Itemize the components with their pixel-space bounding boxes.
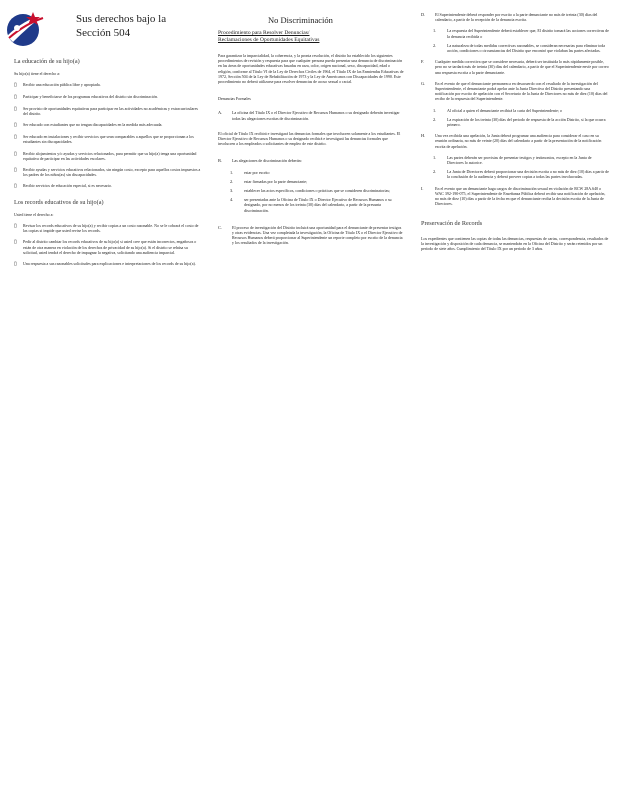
item-number: 1. xyxy=(433,107,437,113)
bullet-icon: ▯ xyxy=(14,94,17,100)
procedure-heading xyxy=(218,30,404,44)
clause-letter: C. xyxy=(218,224,222,230)
records-right-item xyxy=(14,239,202,255)
clause-letter: D. xyxy=(421,12,426,17)
education-right-item xyxy=(14,151,202,161)
clause-letter: I. xyxy=(421,185,424,191)
clause-h-item-text: La Junta de Directores deberá proporcionar una decisión escrita a no más de diez (10) días a partir de la conclusión de la audiencia y deberá proveer copias a todas las partes involucradas. xyxy=(447,169,609,180)
bullet-icon: ▯ xyxy=(14,167,17,173)
bullet-icon: ▯ xyxy=(14,262,17,268)
clause-d-list xyxy=(421,28,609,53)
education-rights-list xyxy=(14,82,202,190)
clause-b-item xyxy=(230,188,404,193)
records-right-item-text: Pedir al distrito cambiar los records educativos de su hijo(a) si usted cree que están incorrectos, engañosos o están de otra manera en violación de los derechos de privacidad de su hijo(a). Si el distrito se rehúsa su solicitud, usted tendrá el derecho de impugnar la negativa, solicitando una audiencia imparcial. xyxy=(23,239,197,255)
clause-f-text: Cualquier medida correctiva que se considere necesaria, deberá ser instituida lo más rápidamente posible, pero no se tardará más de treinta (30) días del calendario, a partir de que el Superintendente envíe por correo una respuesta escrita a la parte denunciante. xyxy=(435,59,609,75)
education-right-item xyxy=(14,167,202,177)
clause-d-item xyxy=(433,28,609,38)
clause-g-item xyxy=(433,108,609,113)
education-right-item xyxy=(14,134,202,144)
formal-complaints-heading: Denuncias Formales xyxy=(218,96,251,102)
clause-d-item xyxy=(433,43,609,53)
title-line-1: Sus derechos bajo la xyxy=(76,13,167,25)
clause-h xyxy=(421,133,609,149)
education-right-item-text: Ser educado en instalaciones y recibir servicios que sean comparables a aquellos que se proporcionan a los estudiantes sin discapacidades. xyxy=(23,134,194,145)
item-number: 2. xyxy=(230,178,234,184)
education-right-item-text: Ser provisto de oportunidades equitativas para participar en las actividades no académicas y extracurriculares del distrito. xyxy=(23,105,198,116)
clause-b-item-text: estar por escrito xyxy=(244,169,270,175)
clause-b-item-text: ser presentadas ante la Oficina de Título IX o Director Ejecutivo de Recursos Humanos o su designado, por no menos de los treinta (30) días del calendario, a partir de la presunta discriminación. xyxy=(244,197,392,213)
clause-g-item-text: La expiración de los treinta (30) días del periodo de respuesta de la acción Distrito, si la que ocurra primero. xyxy=(447,116,606,128)
clause-b-item xyxy=(230,179,404,184)
item-number: 3. xyxy=(230,188,234,194)
bullet-icon: ▯ xyxy=(14,123,17,129)
education-right-item-text: Ser educado con estudiantes que no tengan discapacidades en la medida más adecuada. xyxy=(23,122,163,128)
procedure-heading-line-1: Procedimiento para Resolver Denuncias/ xyxy=(218,30,310,36)
clause-h-item xyxy=(433,155,609,165)
records-preservation-heading: Preservación de Records xyxy=(421,220,483,228)
clause-b-item xyxy=(230,197,404,213)
clause-letter: A. xyxy=(218,110,223,116)
item-number: 1. xyxy=(433,154,437,160)
clause-a-text: La oficina del Título IX o el Director Ejecutivo de Recursos Humanos o su designado deberán investigar todas las alegaciones escritas de discriminación. xyxy=(232,110,400,121)
bullet-icon: ▯ xyxy=(14,151,17,157)
records-right-item-text: Una respuesta a sus razonables solicitudes para explicaciones e interpretaciones de los records de su hijo(a). xyxy=(23,261,196,267)
clause-b-item-text: establecer las actos específicos, condiciones o prácticas que se consideren discriminatorias; xyxy=(244,188,391,194)
records-right-item xyxy=(14,223,202,233)
clause-g xyxy=(421,81,609,102)
clause-letter: B. xyxy=(218,158,222,164)
clause-h-item-text: Las partes deberán ser provistas de presentar testigos y testimonios, excepto en la Junta de Directores lo autorice. xyxy=(447,154,592,166)
clause-d-item-text: La respuesta del Superintendente deberá establecer que, El distrito tomará las acciones correctivas de la denuncia recibida o xyxy=(447,28,609,39)
education-right-item-text: Recibir una educación pública libre y apropiada. xyxy=(23,81,101,87)
clause-h-list xyxy=(421,155,609,180)
clause-b-item xyxy=(230,170,404,175)
page-title xyxy=(76,12,166,40)
clause-h-text: Una vez recibida una apelación, la Junta deberá programar una audiencia para considerar el caso en su reunión ordinaria, no más de veinte (20) días del calendario a partir de la presentación de la notificación escrita de apelación. xyxy=(435,133,602,149)
item-number: 1. xyxy=(230,169,234,175)
item-number: 2. xyxy=(433,42,437,48)
clause-letter: G. xyxy=(421,80,426,86)
clause-c-text: El proceso de investigación del Distrito incluirá una oportunidad para el denunciante de presentar testigos y otras evidencias. Una vez completada la investigación, la Oficina de Título IX o el Director Ejecutivo de Recursos Humanos deberá proporcionar al Superintendente un reporte completo por escrito de la denuncia y los resultados de la investigación. xyxy=(232,224,403,246)
education-right-item-text: Participar y beneficiarse de los programas educativos del distrito sin discriminación. xyxy=(23,93,158,99)
bullet-icon: ▯ xyxy=(14,82,17,88)
clause-a-para2: El oficial de Título IX recibirá e investigará las denuncias formales que involucren solamente a los estudiantes. El Director Ejecutivo de Recursos Humanos o su designado recibirá e investigará las denuncias formales que involucren a los empleados o solicitantes de empleo de este distrito. xyxy=(218,130,401,147)
clause-b-list xyxy=(218,170,404,213)
title-line-2: Sección 504 xyxy=(76,27,131,39)
education-intro: Su hijo(a) tiene el derecho a: xyxy=(14,70,61,76)
education-right-item xyxy=(14,94,202,100)
records-intro: Usted tiene el derecho a: xyxy=(14,211,54,217)
education-right-item xyxy=(14,82,202,88)
education-right-item xyxy=(14,122,202,128)
bullet-icon: ▯ xyxy=(14,135,17,141)
clause-letter: F. xyxy=(421,59,425,65)
education-heading: La educación de su hijo(a) xyxy=(14,58,80,65)
district-logo-icon xyxy=(3,8,47,48)
item-number: 1. xyxy=(433,28,437,34)
clause-b-item-text: estar firmadas por la parte denunciante; xyxy=(244,178,308,184)
bullet-icon: ▯ xyxy=(14,240,17,246)
clause-g-text: En el evento de que el denunciante permanezca en desacuerdo con el resultado de la investigación del Superintendente, el denunciante podrá apelar ante la Junta Directiva del Distrito presentando una notificación por escrito de apelación con el Secretario de la Junta de Directores no más de diez (10) días del recibo de la respuesta del Superintendente. xyxy=(435,80,608,102)
clause-i-text: En el evento que un denunciante haga cargos de discriminación sexual en violación de RCW 28A.640 o WAC 392-190-075, el Superintendente de Enseñanza Pública deberá recibir una notificación de apelación, no más de diez (10) días a partir de la fecha en que el denunciante reciba la decisión escrita de la Junta de Directores. xyxy=(435,185,606,207)
clause-b-text: Las alegaciones de discriminación deberán: xyxy=(232,158,302,164)
clause-c xyxy=(218,225,404,246)
clause-g-list xyxy=(421,108,609,128)
clause-d-text: El Superintendente deberá responder por escrito a la parte denunciante no más de treinta (30) días del calendario, a partir de la recepción de la denuncia escrita. xyxy=(435,12,598,23)
education-right-item xyxy=(14,106,202,116)
bullet-icon: ▯ xyxy=(14,106,17,112)
records-right-item xyxy=(14,261,202,267)
clause-g-item xyxy=(433,117,609,127)
records-preservation-text: Los expedientes que contienen las copias de todas las denuncias, respuestas de cartas, correspondencia, resultados de la investigación y disposición de cada denuncia, se mantendrán en la Oficina del Distrito y serán retenidos por un período de siete años. Cumplimiento del Título IX por un período de 3 años. xyxy=(421,235,609,252)
education-right-item-text: Recibir ayudas y servicios educativos relacionados, sin ningún costo, excepto para aquellos costos impuestos a los padres de los niños(as) sin discapacidades. xyxy=(23,166,201,178)
education-right-item-text: Recibir alojamientos y/o ayudas y servicios relacionados, para permitir que su hijo(a) tenga una oportunidad equitativa de participar en las actividades escolares. xyxy=(23,150,197,161)
records-rights-list xyxy=(14,223,202,267)
item-number: 2. xyxy=(433,116,437,122)
bullet-icon: ▯ xyxy=(14,184,17,190)
clause-d xyxy=(421,12,609,22)
clause-letter: H. xyxy=(421,133,426,139)
clause-d-item-text: La naturaleza de todas medidas correctivas razonables, se consideran necesarias para eliminar toda acción, condiciones o circunstancias del Distrito que encontró que violaban las partes afectadas. xyxy=(447,42,606,54)
clause-b xyxy=(218,158,404,163)
clause-h-item xyxy=(433,169,609,179)
procedure-heading-line-2: Reclamaciones de Oportunidades Equitativas xyxy=(218,37,320,43)
records-heading: Los records educativos de su hijo(a) xyxy=(14,199,104,207)
procedure-intro: Para garantizar la imparcialidad, la coherencia, y la pronta resolución, el distrito ha establecido los siguientes procedimientos de revisión y respuesta para que cualquier persona pueda presentar una denuncia de discriminación en las áreas de oportunidades educativas basadas en raza, color, origen nacional, sexo, discapacidad, edad o religión, conforme al Título VI de la Ley de Derechos Civiles de 1964, el Título IX de las Enmiendas Educativas de 1972, Sección 504 de la Ley de Rehabilitación de 1973 y la Ley de Americanos con Discapacidades de 1990. Este procedimiento no deberá utilizarse para resolver denuncias de acoso sexual o racial. xyxy=(218,53,404,85)
education-right-item-text: Recibir servicios de educación especial, si es necesario. xyxy=(23,183,112,189)
records-right-item-text: Revisar los records educativos de su hijo(a) y recibir copias a un costo razonable. No se le cobrará el costo de las copias si impide que usted revise los records. xyxy=(23,223,199,234)
section-title-nondiscrimination: No Discriminación xyxy=(268,15,333,25)
item-number: 2. xyxy=(433,169,437,175)
item-number: 4. xyxy=(230,197,234,203)
clause-f xyxy=(421,59,609,75)
education-right-item xyxy=(14,183,202,189)
clause-i xyxy=(421,186,609,207)
bullet-icon: ▯ xyxy=(14,224,17,230)
clause-a xyxy=(218,110,404,120)
clause-g-item-text: Al oficial a quien el denunciante recibirá la carta del Superintendente; o xyxy=(447,107,562,113)
